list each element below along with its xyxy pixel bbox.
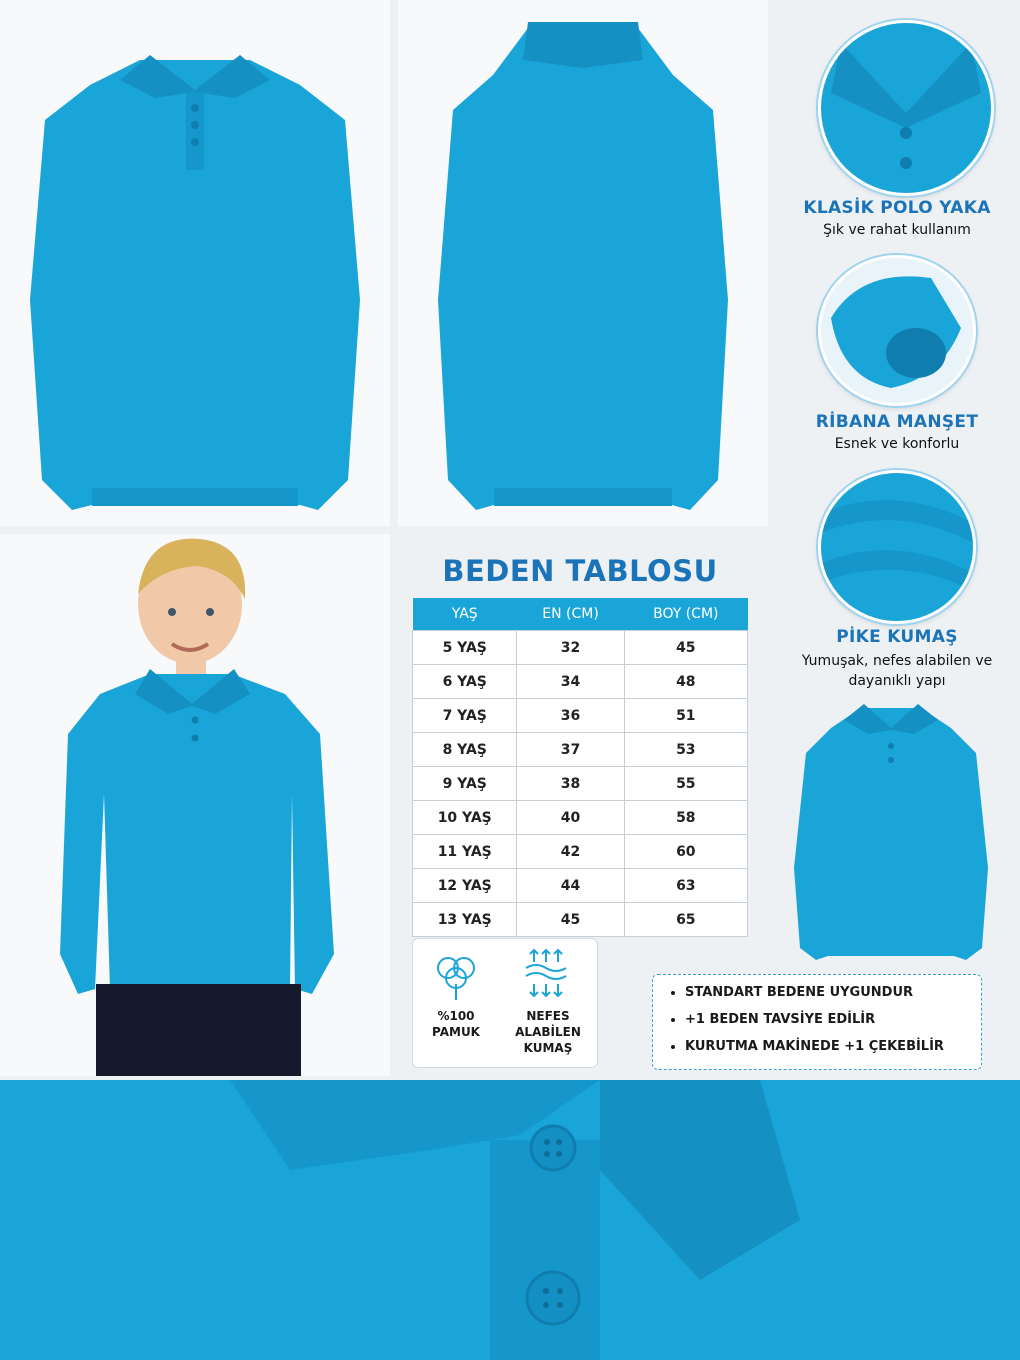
shirt-front-image xyxy=(0,0,390,526)
feature-subtitle-fabric: Yumuşak, nefes alabilen ve dayanıklı yapı xyxy=(801,653,993,689)
table-row xyxy=(413,733,748,767)
cell-age: 11 YAŞ xyxy=(413,835,517,869)
cell-age: 8 YAŞ xyxy=(413,733,517,767)
cell-length: 63 xyxy=(624,869,747,903)
cell-width: 37 xyxy=(517,733,624,767)
cell-width: 44 xyxy=(517,869,624,903)
table-row xyxy=(413,665,748,699)
size-table-header xyxy=(413,598,748,631)
front-view-panel xyxy=(0,0,390,526)
cell-length: 55 xyxy=(624,767,747,801)
cell-age: 5 YAŞ xyxy=(413,631,517,665)
cell-age: 9 YAŞ xyxy=(413,767,517,801)
cell-length: 58 xyxy=(624,801,747,835)
cell-width: 40 xyxy=(517,801,624,835)
cell-width: 32 xyxy=(517,631,624,665)
cell-age: 10 YAŞ xyxy=(413,801,517,835)
cell-width: 45 xyxy=(517,903,624,937)
model-panel xyxy=(0,534,390,1076)
header-age: YAŞ xyxy=(413,598,517,631)
cuff-detail-image xyxy=(818,255,976,406)
table-row xyxy=(413,699,748,733)
table-row xyxy=(413,903,748,937)
table-row xyxy=(413,869,748,903)
feature-title-collar: KLASİK POLO YAKA xyxy=(803,198,991,218)
cell-length: 51 xyxy=(624,699,747,733)
badge-label-cotton: %100 PAMUK xyxy=(432,1009,480,1039)
cell-age: 13 YAŞ xyxy=(413,903,517,937)
size-table-title: BEDEN TABLOSU xyxy=(442,554,718,588)
feature-subtitle-cuff: Esnek ve konforlu xyxy=(834,436,960,452)
back-view-panel xyxy=(398,0,768,526)
list-item: • KURUTMA MAKİNEDE +1 ÇEKEBİLİR xyxy=(685,1033,981,1060)
cell-age: 7 YAŞ xyxy=(413,699,517,733)
feature-subtitle-collar: Şık ve rahat kullanım xyxy=(823,222,971,238)
cell-length: 60 xyxy=(624,835,747,869)
table-row xyxy=(413,631,748,665)
table-row xyxy=(413,767,748,801)
list-item: • STANDART BEDENE UYGUNDUR xyxy=(685,979,981,1006)
child-model-image xyxy=(0,534,390,1076)
list-item: • +1 BEDEN TAVSİYE EDİLİR xyxy=(685,1006,981,1033)
cell-length: 65 xyxy=(624,903,747,937)
cell-age: 6 YAŞ xyxy=(413,665,517,699)
badge-label-breathable: NEFES ALABİLEN KUMAŞ xyxy=(515,1009,581,1055)
feature-title-fabric: PİKE KUMAŞ xyxy=(836,627,958,647)
header-width: EN (CM) xyxy=(517,598,624,631)
collar-detail-image xyxy=(818,20,994,196)
fabric-detail-image xyxy=(818,470,976,624)
collar-closeup-image xyxy=(0,1080,1020,1360)
cotton-icon xyxy=(430,950,482,1002)
cell-width: 36 xyxy=(517,699,624,733)
header-length: BOY (CM) xyxy=(624,598,747,631)
table-row xyxy=(413,801,748,835)
cell-width: 42 xyxy=(517,835,624,869)
cell-length: 53 xyxy=(624,733,747,767)
cell-width: 38 xyxy=(517,767,624,801)
cell-width: 34 xyxy=(517,665,624,699)
shirt-thumbnail-image xyxy=(776,698,1004,966)
size-table xyxy=(412,598,748,937)
cell-length: 45 xyxy=(624,631,747,665)
shirt-back-image xyxy=(398,0,768,526)
table-row xyxy=(413,835,748,869)
cell-length: 48 xyxy=(624,665,747,699)
fit-notes-box xyxy=(652,974,982,1070)
feature-title-cuff: RİBANA MANŞET xyxy=(815,412,979,432)
cell-age: 12 YAŞ xyxy=(413,869,517,903)
breathable-fabric-icon xyxy=(522,948,570,1000)
